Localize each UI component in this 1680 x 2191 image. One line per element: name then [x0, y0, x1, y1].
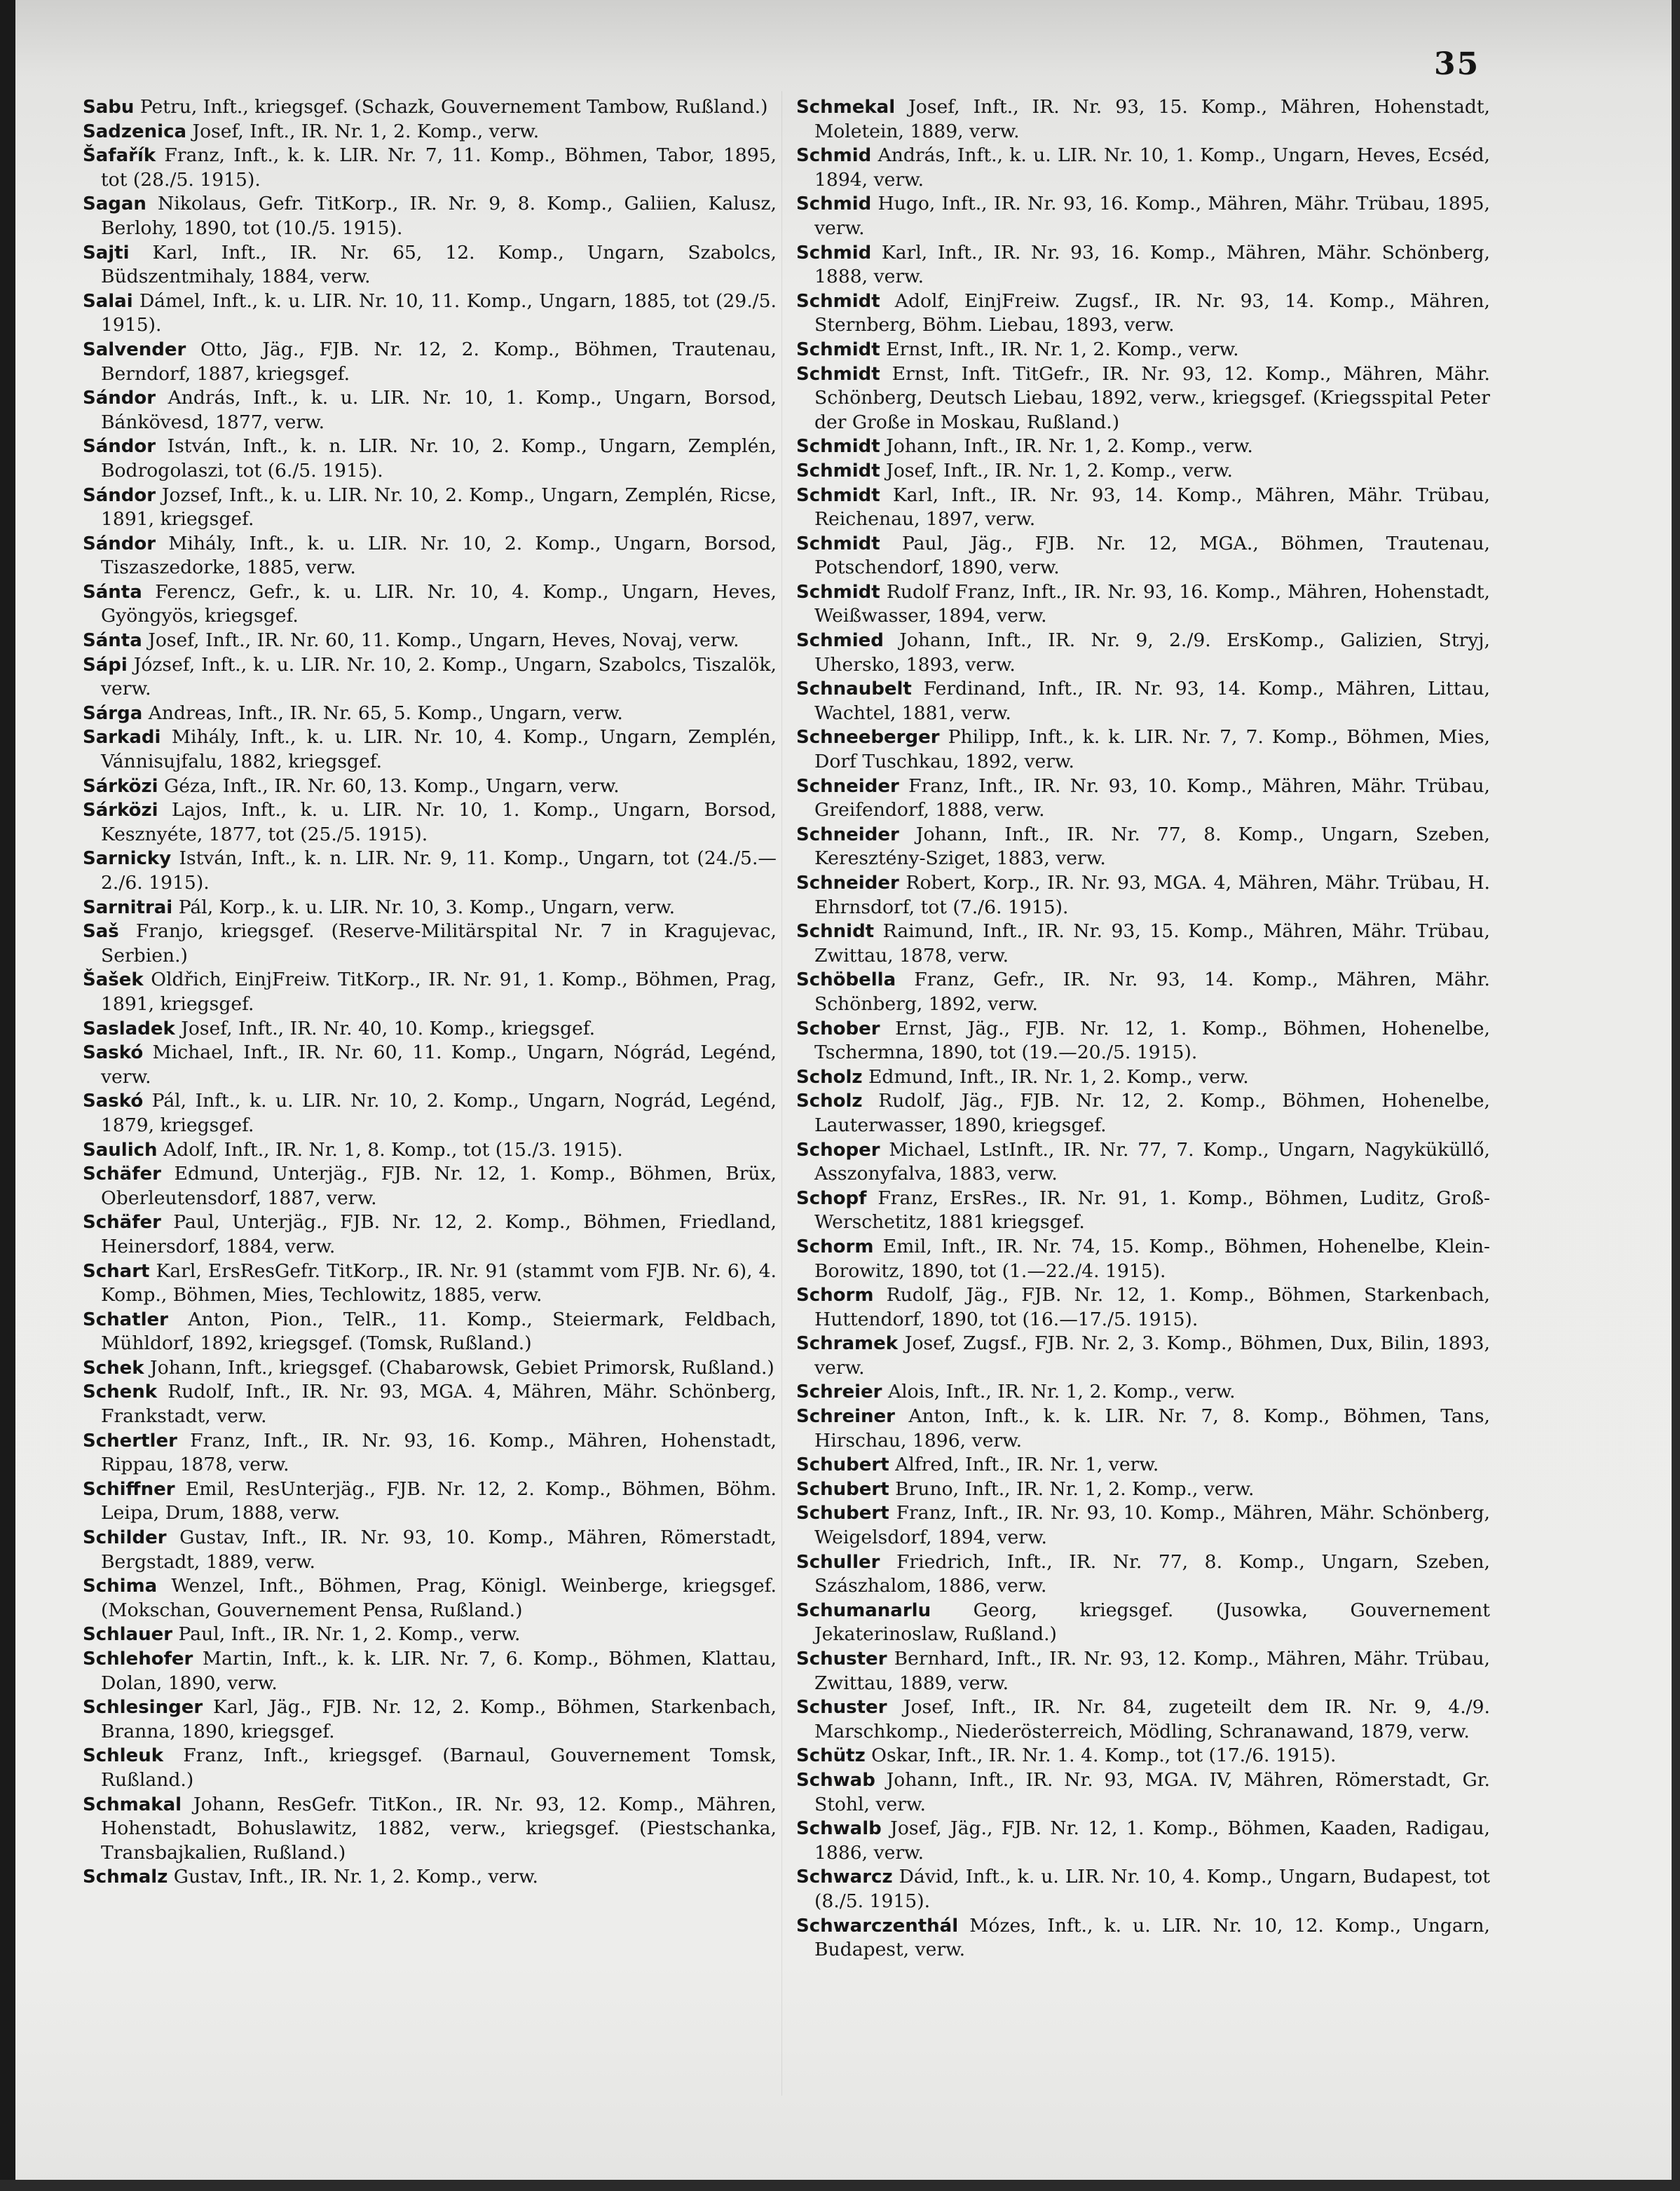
column-divider — [781, 91, 782, 2096]
register-entry — [83, 338, 777, 386]
entry-details: Josef, Inft., IR. Nr. 93, 15. Komp., Mähren, Hohenstadt, Moletein, 1889, verw. — [814, 96, 1490, 142]
entry-surname: Sajti — [83, 242, 130, 264]
entry-surname: Sándor — [83, 533, 156, 554]
register-entry — [83, 435, 777, 483]
entry-details: Paul, Inft., IR. Nr. 1, 2. Komp., verw. — [172, 1623, 521, 1646]
register-entry — [83, 968, 777, 1016]
register-entry — [796, 338, 1490, 362]
entry-details: Friedrich, Inft., IR. Nr. 77, 8. Komp., Ungarn, Szeben, Szászhalom, 1886, verw. — [814, 1550, 1490, 1597]
entry-details: Adolf, Inft., IR. Nr. 1, 8. Komp., tot (15./3. 1915). — [157, 1138, 623, 1161]
register-entry — [796, 1647, 1490, 1695]
register-entry — [83, 192, 777, 240]
register-entry — [83, 1089, 777, 1138]
entry-surname: Schnaubelt — [796, 678, 912, 700]
entry-details: Josef, Inft., IR. Nr. 60, 11. Komp., Ungarn, Heves, Novaj, verw. — [142, 629, 739, 652]
register-entry — [796, 1380, 1490, 1405]
register-entry — [83, 774, 777, 799]
entry-details: Nikolaus, Gefr. TitKorp., IR. Nr. 9, 8. Komp., Galiien, Kalusz, Berlohy, 1890, tot (10./5. 1915). — [101, 193, 777, 239]
entry-details: Mihály, Inft., k. u. LIR. Nr. 10, 4. Komp., Ungarn, Zemplén, Vánnisujfalu, 1882, kriegsgef. — [101, 726, 777, 773]
entry-surname: Schmidt — [796, 290, 880, 312]
register-entry — [796, 144, 1490, 192]
register-entry — [83, 1162, 777, 1210]
entry-surname: Schuller — [796, 1551, 880, 1573]
entry-surname: Schneider — [796, 775, 899, 797]
entry-surname: Schöbella — [796, 969, 896, 991]
register-entry — [83, 798, 777, 847]
register-entry — [796, 1187, 1490, 1235]
entry-surname: Schopf — [796, 1187, 867, 1209]
register-entry — [83, 702, 777, 726]
register-entry — [83, 1695, 777, 1744]
register-entry — [796, 1695, 1490, 1744]
entry-surname: Schreier — [796, 1381, 882, 1403]
entry-details: András, Inft., k. u. LIR. Nr. 10, 1. Komp., Ungarn, Borsod, Bánkövesd, 1877, verw. — [101, 387, 777, 433]
entry-surname: Schorm — [796, 1285, 874, 1306]
entry-details: Josef, Zugsf., FJB. Nr. 2, 3. Komp., Böhmen, Dux, Bilin, 1893, verw. — [814, 1332, 1490, 1379]
register-entry — [83, 95, 777, 120]
entry-surname: Schart — [83, 1260, 150, 1282]
entry-details: Bernhard, Inft., IR. Nr. 93, 12. Komp., Mähren, Mähr. Trübau, Zwittau, 1889, verw. — [814, 1648, 1490, 1694]
register-entry — [83, 1623, 777, 1647]
entry-surname: Schmidt — [796, 533, 880, 554]
entry-surname: Schmidt — [796, 581, 880, 603]
entry-surname: Schoper — [796, 1139, 880, 1161]
entry-surname: Sárközi — [83, 775, 158, 797]
entry-details: Dámel, Inft., k. u. LIR. Nr. 10, 11. Komp., Ungarn, 1885, tot (29./5. 1915). — [101, 289, 777, 336]
entry-details: Mihály, Inft., k. u. LIR. Nr. 10, 2. Komp., Ungarn, Borsod, Tiszaszedorke, 1885, verw. — [101, 532, 777, 579]
entry-surname: Sárga — [83, 702, 143, 724]
register-entry — [796, 871, 1490, 920]
register-entry — [796, 241, 1490, 289]
register-entry — [83, 1574, 777, 1623]
register-entry — [796, 95, 1490, 144]
entry-surname: Schumanarlu — [796, 1599, 931, 1621]
entry-details: Jozsef, Inft., k. u. LIR. Nr. 10, 2. Komp., Ungarn, Zemplén, Ricse, 1891, kriegsgef. — [101, 484, 777, 531]
entry-details: Johann, Inft., IR. Nr. 93, MGA. IV, Mähren, Römerstadt, Gr. Stohl, verw. — [814, 1768, 1490, 1815]
entry-surname: Sárközi — [83, 800, 158, 821]
entry-details: Josef, Inft., IR. Nr. 40, 10. Komp., kriegsgef. — [175, 1017, 596, 1039]
entry-details: Franjo, kriegsgef. (Reserve-Militärspital Nr. 7 in Kragujevac, Serbien.) — [101, 920, 777, 967]
entry-surname: Schilder — [83, 1527, 167, 1549]
entry-details: Gustav, Inft., IR. Nr. 1, 2. Komp., verw. — [168, 1866, 539, 1888]
register-entry — [796, 1599, 1490, 1647]
register-entry — [796, 1817, 1490, 1865]
register-entry — [83, 289, 777, 338]
entry-surname: Sarnicky — [83, 848, 172, 870]
register-entry — [796, 968, 1490, 1016]
register-entry — [796, 1283, 1490, 1332]
entry-details: Rudolf, Jäg., FJB. Nr. 12, 1. Komp., Böhmen, Starkenbach, Huttendorf, 1890, tot (16.—17./5. 1915). — [814, 1284, 1490, 1330]
entry-details: Johann, Inft., kriegsgef. (Chabarowsk, Gebiet Primorsk, Rußland.) — [144, 1356, 774, 1379]
register-entry — [83, 920, 777, 968]
entry-surname: Schober — [796, 1018, 880, 1039]
entry-surname: Sándor — [83, 436, 156, 458]
entry-surname: Saš — [83, 921, 119, 943]
register-entry — [83, 1526, 777, 1574]
register-entry — [83, 1477, 777, 1526]
entry-surname: Schuster — [796, 1697, 887, 1719]
entry-details: Georg, kriegsgef. (Jusowka, Gouvernement Jekaterinoslaw, Rußland.) — [814, 1599, 1490, 1646]
register-entry — [796, 1138, 1490, 1187]
register-entry — [83, 896, 777, 920]
entry-details: Paul, Unterjäg., FJB. Nr. 12, 2. Komp., Böhmen, Friedland, Heinersdorf, 1884, verw. — [101, 1211, 777, 1257]
entry-details: Robert, Korp., IR. Nr. 93, MGA. 4, Mähren, Mähr. Trübau, H. Ehrnsdorf, tot (7./6. 1915). — [814, 872, 1490, 918]
entry-surname: Schatler — [83, 1309, 168, 1330]
entry-surname: Schima — [83, 1576, 158, 1597]
entry-details: Pál, Inft., k. u. LIR. Nr. 10, 2. Komp., Ungarn, Nográd, Legénd, 1879, kriegsgef. — [101, 1090, 777, 1136]
entry-details: Andreas, Inft., IR. Nr. 65, 5. Komp., Ungarn, verw. — [142, 702, 623, 724]
entry-details: Edmund, Unterjäg., FJB. Nr. 12, 1. Komp., Böhmen, Brüx, Oberleutensdorf, 1887, verw. — [101, 1163, 777, 1209]
register-entry — [83, 1017, 777, 1042]
register-entry — [796, 1501, 1490, 1550]
entry-details: Johann, ResGefr. TitKon., IR. Nr. 93, 12. Komp., Mähren, Hohenstadt, Bohuslawitz, 1882, verw., kriegsgef. (Piestschanka, Transbajkalien, Rußland.) — [101, 1793, 777, 1864]
entry-surname: Schmidt — [796, 460, 880, 482]
register-entry — [796, 362, 1490, 435]
register-entry — [796, 192, 1490, 240]
register-entry — [796, 677, 1490, 725]
entry-surname: Sarnitrai — [83, 896, 173, 918]
entry-surname: Schek — [83, 1357, 144, 1379]
register-entry — [796, 725, 1490, 774]
scan-edge-left — [0, 0, 15, 2191]
register-entry — [83, 120, 777, 144]
entry-surname: Schmalz — [83, 1866, 168, 1888]
entry-surname: Schmidt — [796, 484, 880, 506]
entry-surname: Schorm — [796, 1236, 874, 1257]
entry-surname: Schuster — [796, 1649, 887, 1670]
register-entry — [796, 1332, 1490, 1380]
entry-details: Edmund, Inft., IR. Nr. 1, 2. Komp., verw. — [862, 1065, 1249, 1088]
entry-details: Raimund, Inft., IR. Nr. 93, 15. Komp., Mähren, Mähr. Trübau, Zwittau, 1878, verw. — [814, 920, 1490, 967]
entry-details: Johann, Inft., IR. Nr. 9, 2./9. ErsKomp., Galizien, Stryj, Uhersko, 1893, verw. — [814, 629, 1490, 676]
entry-surname: Schiffner — [83, 1478, 175, 1500]
entry-surname: Schwalb — [796, 1818, 882, 1840]
register-entry — [796, 629, 1490, 677]
entry-surname: Schubert — [796, 1478, 889, 1500]
entry-details: Gustav, Inft., IR. Nr. 93, 10. Komp., Mähren, Römerstadt, Bergstadt, 1889, verw. — [101, 1527, 777, 1573]
register-entry — [83, 1793, 777, 1866]
entry-surname: Schlesinger — [83, 1697, 203, 1719]
register-entry — [796, 1089, 1490, 1138]
entry-surname: Schneider — [796, 824, 899, 845]
register-entry — [796, 580, 1490, 629]
register-entry — [83, 580, 777, 629]
entry-surname: Schneeberger — [796, 727, 940, 749]
entry-details: Ferencz, Gefr., k. u. LIR. Nr. 10, 4. Komp., Ungarn, Heves, Gyöngyös, kriegsgef. — [101, 580, 777, 627]
entry-surname: Schmakal — [83, 1794, 182, 1815]
entry-details: Michael, LstInft., IR. Nr. 77, 7. Komp., Ungarn, Nagyküküllő, Asszonyfalva, 1883, verw. — [814, 1138, 1490, 1185]
register-entry — [83, 1041, 777, 1089]
entry-surname: Schütz — [796, 1745, 866, 1767]
entry-details: Franz, Gefr., IR. Nr. 93, 14. Komp., Mähren, Mähr. Schönberg, 1892, verw. — [814, 969, 1490, 1015]
entry-surname: Sápi — [83, 654, 128, 676]
entry-details: Franz, ErsRes., IR. Nr. 91, 1. Komp., Böhmen, Luditz, Groß-Werschetitz, 1881 kriegsgef. — [814, 1187, 1490, 1234]
entry-details: Josef, Inft., IR. Nr. 1, 2. Komp., verw. — [880, 459, 1233, 482]
register-entry — [796, 920, 1490, 968]
entry-details: Josef, Jäg., FJB. Nr. 12, 1. Komp., Böhmen, Kaaden, Radigau, 1886, verw. — [814, 1817, 1490, 1864]
entry-details: Ernst, Inft., IR. Nr. 1, 2. Komp., verw. — [880, 338, 1239, 360]
entry-details: Johann, Inft., IR. Nr. 1, 2. Komp., verw. — [880, 435, 1253, 458]
entry-details: Paul, Jäg., FJB. Nr. 12, MGA., Böhmen, Trautenau, Potschendorf, 1890, verw. — [814, 532, 1490, 579]
register-entry — [83, 653, 777, 702]
register-entry — [796, 532, 1490, 580]
entry-surname: Sándor — [83, 388, 156, 409]
entry-surname: Sándor — [83, 484, 156, 506]
entry-surname: Schramek — [796, 1333, 899, 1355]
entry-details: Franz, Inft., IR. Nr. 93, 16. Komp., Mähren, Hohenstadt, Rippau, 1878, verw. — [101, 1429, 777, 1476]
register-entry — [796, 1017, 1490, 1065]
entry-surname: Saskó — [83, 1042, 144, 1064]
entry-details: Wenzel, Inft., Böhmen, Prag, Königl. Weinberge, kriegsgef. (Mokschan, Gouvernement Pensa, Rußland.) — [101, 1575, 777, 1621]
entry-surname: Schmied — [796, 630, 884, 652]
entry-surname: Sabu — [83, 97, 135, 118]
register-entry — [796, 435, 1490, 459]
left-column — [83, 95, 777, 1890]
entry-details: Géza, Inft., IR. Nr. 60, 13. Komp., Ungarn, verw. — [158, 774, 620, 797]
entry-surname: Schmidt — [796, 363, 880, 385]
entry-details: Rudolf Franz, Inft., IR. Nr. 93, 16. Komp., Mähren, Hohenstadt, Weißwasser, 1894, verw. — [814, 580, 1490, 627]
register-entry — [83, 1308, 777, 1356]
register-entry — [796, 484, 1490, 532]
entry-surname: Schwarcz — [796, 1866, 893, 1888]
scan-edge-right — [1672, 0, 1680, 2191]
register-entry — [83, 1429, 777, 1477]
register-entry — [83, 1865, 777, 1890]
register-entry — [796, 1914, 1490, 1963]
entry-details: Martin, Inft., k. k. LIR. Nr. 7, 6. Komp., Böhmen, Klattau, Dolan, 1890, verw. — [101, 1648, 777, 1694]
entry-surname: Sadzenica — [83, 121, 187, 142]
entry-details: Franz, Inft., IR. Nr. 93, 10. Komp., Mähren, Mähr. Schönberg, Weigelsdorf, 1894, verw. — [814, 1502, 1490, 1549]
entry-surname: Schmidt — [796, 339, 880, 360]
entry-surname: Schnidt — [796, 921, 875, 943]
entry-surname: Schreiner — [796, 1406, 895, 1428]
right-column — [796, 95, 1490, 1963]
register-entry — [83, 725, 777, 774]
entry-details: Alois, Inft., IR. Nr. 1, 2. Komp., verw. — [882, 1381, 1236, 1403]
register-entry — [796, 1550, 1490, 1599]
entry-surname: Sánta — [83, 581, 142, 603]
entry-details: Franz, Inft., k. k. LIR. Nr. 7, 11. Komp., Böhmen, Tabor, 1895, tot (28./5. 1915). — [101, 144, 777, 191]
entry-details: Dávid, Inft., k. u. LIR. Nr. 10, 4. Komp., Ungarn, Budapest, tot (8./5. 1915). — [814, 1866, 1490, 1912]
entry-surname: Salai — [83, 290, 133, 312]
entry-surname: Salvender — [83, 339, 186, 360]
register-entry — [83, 1380, 777, 1428]
entry-surname: Saskó — [83, 1091, 144, 1112]
entry-details: Anton, Inft., k. k. LIR. Nr. 7, 8. Komp., Böhmen, Tans, Hirschau, 1896, verw. — [814, 1405, 1490, 1452]
register-entry — [83, 386, 777, 435]
register-entry — [796, 289, 1490, 338]
entry-surname: Scholz — [796, 1066, 863, 1088]
entry-surname: Sarkadi — [83, 727, 161, 749]
entry-surname: Schäfer — [83, 1163, 161, 1185]
register-entry — [83, 484, 777, 532]
register-entry — [83, 1356, 777, 1381]
page-number: 35 — [1434, 46, 1480, 82]
entry-surname: Schertler — [83, 1430, 177, 1452]
entry-details: Hugo, Inft., IR. Nr. 93, 16. Komp., Mähren, Mähr. Trübau, 1895, verw. — [814, 193, 1490, 239]
register-entry — [796, 1477, 1490, 1502]
register-entry — [83, 532, 777, 580]
entry-surname: Sánta — [83, 630, 142, 652]
entry-surname: Schmekal — [796, 97, 896, 118]
register-entry — [796, 1453, 1490, 1477]
entry-surname: Schwarczenthál — [796, 1915, 959, 1937]
entry-surname: Schwab — [796, 1769, 875, 1791]
register-entry — [796, 459, 1490, 484]
entry-details: Petru, Inft., kriegsgef. (Schazk, Gouvernement Tambow, Rußland.) — [134, 96, 768, 118]
entry-details: József, Inft., k. u. LIR. Nr. 10, 2. Komp., Ungarn, Szabolcs, Tiszalök, verw. — [101, 653, 777, 700]
entry-surname: Schenk — [83, 1381, 158, 1403]
entry-surname: Šafařík — [83, 145, 156, 167]
entry-details: Alfred, Inft., IR. Nr. 1, verw. — [889, 1454, 1159, 1476]
entry-details: Pál, Korp., k. u. LIR. Nr. 10, 3. Komp., Ungarn, verw. — [172, 896, 676, 918]
register-entry — [796, 823, 1490, 871]
entry-details: Adolf, EinjFreiw. Zugsf., IR. Nr. 93, 14. Komp., Mähren, Sternberg, Böhm. Liebau, 1893, verw. — [814, 289, 1490, 336]
entry-details: Philipp, Inft., k. k. LIR. Nr. 7, 7. Komp., Böhmen, Mies, Dorf Tuschkau, 1892, verw. — [814, 726, 1490, 773]
entry-surname: Schubert — [796, 1454, 889, 1476]
register-entry — [83, 629, 777, 653]
entry-details: Karl, ErsResGefr. TitKorp., IR. Nr. 91 (stammt vom FJB. Nr. 6), 4. Komp., Böhmen, Mies, Techlowitz, 1885, verw. — [101, 1260, 777, 1306]
register-entry — [83, 1744, 777, 1792]
entry-details: Franz, Inft., kriegsgef. (Barnaul, Gouvernement Tomsk, Rußland.) — [101, 1745, 777, 1791]
entry-details: Michael, Inft., IR. Nr. 60, 11. Komp., Ungarn, Nógrád, Legénd, verw. — [101, 1042, 777, 1088]
register-entry — [796, 1768, 1490, 1817]
entry-surname: Scholz — [796, 1091, 863, 1112]
entry-details: András, Inft., k. u. LIR. Nr. 10, 1. Komp., Ungarn, Heves, Ecséd, 1894, verw. — [814, 144, 1490, 191]
entry-surname: Schubert — [796, 1503, 889, 1524]
register-entry — [83, 1138, 777, 1163]
entry-details: István, Inft., k. n. LIR. Nr. 10, 2. Komp., Ungarn, Zemplén, Bodrogolaszi, tot (6./5. 1915). — [101, 435, 777, 482]
entry-details: Oskar, Inft., IR. Nr. 1. 4. Komp., tot (17./6. 1915). — [865, 1745, 1337, 1767]
entry-surname: Šašek — [83, 969, 144, 991]
register-entry — [796, 1744, 1490, 1768]
entry-details: Ferdinand, Inft., IR. Nr. 93, 14. Komp., Mähren, Littau, Wachtel, 1881, verw. — [814, 678, 1490, 724]
entry-details: Ernst, Jäg., FJB. Nr. 12, 1. Komp., Böhmen, Hohenelbe, Tschermna, 1890, tot (19.—20./5. 1915). — [814, 1017, 1490, 1064]
entry-details: Johann, Inft., IR. Nr. 77, 8. Komp., Ungarn, Szeben, Keresztény-Sziget, 1883, verw. — [814, 823, 1490, 870]
entry-details: Ernst, Inft. TitGefr., IR. Nr. 93, 12. Komp., Mähren, Mähr. Schönberg, Deutsch Liebau, 1892, verw., kriegsgef. (Kriegsspital Peter der Große in Moskau, Rußland.) — [814, 362, 1490, 433]
entry-surname: Schmid — [796, 242, 872, 264]
register-entry — [796, 1865, 1490, 1913]
entry-details: Otto, Jäg., FJB. Nr. 12, 2. Komp., Böhmen, Trautenau, Berndorf, 1887, kriegsgef. — [101, 338, 777, 385]
entry-details: Karl, Inft., IR. Nr. 93, 16. Komp., Mähren, Mähr. Schönberg, 1888, verw. — [814, 241, 1490, 288]
register-entry — [83, 1210, 777, 1259]
entry-details: Mózes, Inft., k. u. LIR. Nr. 10, 12. Komp., Ungarn, Budapest, verw. — [814, 1914, 1490, 1961]
entry-details: Karl, Inft., IR. Nr. 93, 14. Komp., Mähren, Mähr. Trübau, Reichenau, 1897, verw. — [814, 484, 1490, 531]
entry-surname: Sagan — [83, 193, 146, 215]
entry-details: Emil, Inft., IR. Nr. 74, 15. Komp., Böhmen, Hohenelbe, Klein-Borowitz, 1890, tot (1.—22./4. 1915). — [814, 1235, 1490, 1282]
register-entry — [796, 1235, 1490, 1283]
register-entry — [796, 1065, 1490, 1090]
entry-surname: Schneider — [796, 873, 899, 894]
scan-edge-bottom — [0, 2180, 1680, 2191]
entry-surname: Schäfer — [83, 1212, 161, 1234]
entry-surname: Schmid — [796, 145, 872, 167]
register-entry — [83, 144, 777, 192]
register-entry — [796, 1405, 1490, 1453]
entry-surname: Sasladek — [83, 1018, 175, 1039]
entry-details: István, Inft., k. n. LIR. Nr. 9, 11. Komp., Ungarn, tot (24./5.—2./6. 1915). — [101, 847, 777, 894]
entry-details: Lajos, Inft., k. u. LIR. Nr. 10, 1. Komp., Ungarn, Borsod, Kesznyéte, 1877, tot (25./5. 1915). — [101, 799, 777, 845]
entry-details: Karl, Jäg., FJB. Nr. 12, 2. Komp., Böhmen, Starkenbach, Branna, 1890, kriegsgef. — [101, 1696, 777, 1742]
entry-surname: Schlauer — [83, 1624, 173, 1646]
entry-details: Karl, Inft., IR. Nr. 65, 12. Komp., Ungarn, Szabolcs, Büdszentmihaly, 1884, verw. — [101, 241, 777, 288]
entry-details: Oldřich, EinjFreiw. TitKorp., IR. Nr. 91, 1. Komp., Böhmen, Prag, 1891, kriegsgef. — [101, 969, 777, 1015]
register-entry — [83, 241, 777, 289]
entry-details: Anton, Pion., TelR., 11. Komp., Steiermark, Feldbach, Mühldorf, 1892, kriegsgef. (Tomsk, Rußland.) — [101, 1308, 777, 1355]
entry-details: Rudolf, Jäg., FJB. Nr. 12, 2. Komp., Böhmen, Hohenelbe, Lauterwasser, 1890, kriegsgef. — [814, 1090, 1490, 1136]
entry-surname: Schleuk — [83, 1745, 163, 1767]
entry-details: Franz, Inft., IR. Nr. 93, 10. Komp., Mähren, Mähr. Trübau, Greifendorf, 1888, verw. — [814, 774, 1490, 821]
entry-details: Rudolf, Inft., IR. Nr. 93, MGA. 4, Mähren, Mähr. Schönberg, Frankstadt, verw. — [101, 1381, 777, 1428]
entry-surname: Schmidt — [796, 436, 880, 458]
entry-details: Bruno, Inft., IR. Nr. 1, 2. Komp., verw. — [889, 1477, 1255, 1500]
register-entry — [83, 847, 777, 895]
entry-surname: Saulich — [83, 1139, 158, 1161]
register-entry — [83, 1647, 777, 1695]
register-entry — [796, 774, 1490, 823]
register-entry — [83, 1260, 777, 1308]
entry-details: Josef, Inft., IR. Nr. 1, 2. Komp., verw. — [186, 120, 540, 142]
entry-details: Emil, ResUnterjäg., FJB. Nr. 12, 2. Komp., Böhmen, Böhm. Leipa, Drum, 1888, verw. — [101, 1477, 777, 1524]
entry-surname: Schmid — [796, 193, 872, 215]
entry-details: Josef, Inft., IR. Nr. 84, zugeteilt dem IR. Nr. 9, 4./9. Marschkomp., Niederösterreich, Mödling, Schranawand, 1879, verw. — [814, 1696, 1490, 1742]
entry-surname: Schlehofer — [83, 1649, 193, 1670]
